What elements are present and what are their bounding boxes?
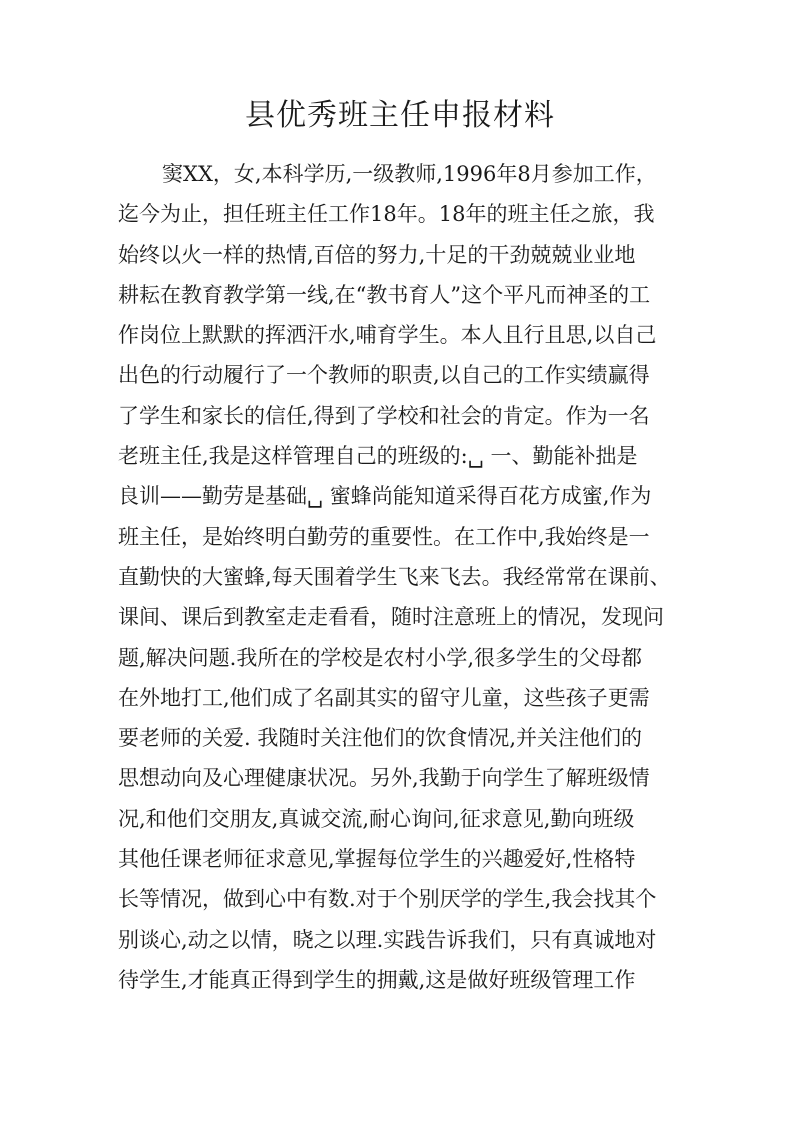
paragraph-line: 了学生和家长的信任,得到了学校和社会的肯定。作为一名 <box>118 403 650 428</box>
paragraph-line: 思想动向及心理健康状况。另外,我勤于向学生了解班级情 <box>118 766 650 791</box>
paragraph-line: 老班主任,我是这样管理自己的班级的:␣ 一、勤能补拙是 <box>118 444 638 469</box>
paragraph-line: 课间、课后到教室走走看看，随时注意班上的情况，发现问 <box>118 605 664 630</box>
paragraph-line: 长等情况，做到心中有数.对于个别厌学的学生,我会找其个 <box>118 887 657 912</box>
paragraph-line: 待学生,才能真正得到学生的拥戴,这是做好班级管理工作 <box>118 967 636 992</box>
document-body <box>118 154 718 1000</box>
paragraph-line: 窦XX，女,本科学历,一级教师,1996年8月参加工作， <box>162 162 657 186</box>
paragraph-line: 良训——勤劳是基础␣ 蜜蜂尚能知道采得百花方成蜜,作为 <box>118 484 652 509</box>
document-title: 县优秀班主任申报材料 <box>245 98 555 133</box>
paragraph-line: 作岗位上默默的挥洒汗水,哺育学生。本人且行且思,以自己 <box>118 323 657 348</box>
paragraph-line: 耕耘在教育教学第一线,在“教书育人”这个平凡而神圣的工 <box>118 282 651 307</box>
paragraph-line: 其他任课老师征求意见,掌握每位学生的兴趣爱好,性格特 <box>118 847 636 872</box>
paragraph-line: 题,解决问题.我所在的学校是农村小学,很多学生的父母都 <box>118 645 643 670</box>
paragraph-line: 迄今为止，担任班主任工作18年。18年的班主任之旅，我 <box>118 202 655 227</box>
paragraph-line: 在外地打工,他们成了名副其实的留守儿童，这些孩子更需 <box>118 685 650 710</box>
paragraph-line: 始终以火一样的热情,百倍的努力,十足的干劲兢兢业业地 <box>118 242 636 267</box>
paragraph-line: 班主任，是始终明白勤劳的重要性。在工作中,我始终是一 <box>118 524 650 549</box>
paragraph-line: 别谈心,动之以情，晓之以理.实践告诉我们，只有真诚地对 <box>118 927 657 952</box>
paragraph-line: 况,和他们交朋友,真诚交流,耐心询问,征求意见,勤向班级 <box>118 806 635 831</box>
paragraph-line: 要老师的关爱. 我随时关注他们的饮食情况,并关注他们的 <box>118 726 643 751</box>
paragraph-line: 出色的行动履行了一个教师的职责,以自己的工作实绩赢得 <box>118 363 650 388</box>
paragraph-line: 直勤快的大蜜蜂,每天围着学生飞来飞去。我经常常在课前、 <box>118 564 671 589</box>
